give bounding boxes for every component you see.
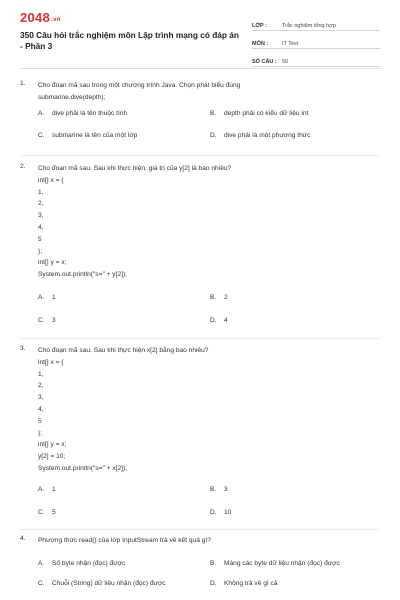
document-meta [252, 16, 380, 70]
option-a[interactable] [38, 486, 56, 493]
option-text: Số byte nhận (đọc) được [52, 560, 126, 567]
question-line: int[] y = x; [38, 441, 67, 449]
question-divider [20, 529, 380, 530]
site-logo[interactable]: $2048_{.vn}$ [20, 10, 61, 25]
option-letter: D. [210, 509, 217, 516]
option-letter: A. [38, 294, 45, 301]
question-line: 2, [38, 382, 44, 390]
question-number: 2. [20, 163, 26, 170]
question-stem [38, 345, 368, 475]
question-line: Cho đoạn mã sau. Sau khi thực hiện, giá trị của y[2] là bao nhiêu? [38, 165, 232, 172]
question-number: 4. [20, 535, 26, 542]
meta-count-row: SỐ CÂU : 50 [252, 52, 380, 67]
meta-class-row: LỚP : Trắc nghiệm tổng hợp [252, 16, 380, 31]
question-line: int[] x = { [38, 358, 64, 366]
option-a[interactable] [38, 294, 56, 301]
option-text: 3 [52, 317, 56, 324]
option-letter: B. [210, 486, 217, 493]
option-text: 4 [224, 317, 228, 324]
option-d[interactable] [210, 317, 228, 324]
option-letter: A. [38, 110, 45, 117]
option-text: 10 [224, 509, 232, 516]
document-header [20, 8, 380, 65]
question-line: Phương thức read() của lớp InputStream trả về kết quả gì? [38, 537, 211, 544]
option-text: submarine là tên của một lớp [52, 132, 138, 139]
option-letter: D. [210, 317, 217, 324]
option-letter: C. [38, 317, 45, 324]
question-line: }; [38, 247, 43, 255]
option-text: 1 [52, 486, 56, 493]
question-line: 5 [38, 235, 42, 243]
header-divider [20, 68, 380, 69]
option-text: dive phải là tên thuộc tính [52, 110, 128, 117]
option-letter: C. [38, 509, 45, 516]
option-text: 5 [52, 509, 56, 516]
option-text: dive phải là một phương thức [224, 132, 311, 139]
question-line: Cho đoạn mã sau. Sau khi thực hiện x[2] bằng bao nhiêu? [38, 347, 209, 354]
question-number: 1. [20, 80, 26, 87]
question-line: 3, [38, 394, 44, 402]
option-letter: C. [38, 580, 45, 587]
question-line: System.out.println("s=" + y[2]); [38, 271, 127, 279]
question-line: submarine.dive(depth); [38, 93, 106, 101]
question-line: 4, [38, 223, 44, 231]
option-c[interactable] [38, 580, 166, 587]
option-letter: A. [38, 560, 45, 567]
option-text: Chuỗi (String) dữ liệu nhận (đọc) được [52, 580, 166, 587]
option-d[interactable] [210, 132, 310, 139]
question-line: Cho đoạn mã sau trong một chương trình Java. Chọn phát biểu đúng [38, 82, 241, 89]
option-b[interactable] [210, 294, 228, 301]
option-c[interactable] [38, 509, 56, 516]
question-stem [38, 535, 368, 547]
question-line: 5 [38, 417, 42, 425]
option-letter: D. [210, 132, 217, 139]
option-letter: B. [210, 110, 217, 117]
question-line: int[] y = x; [38, 259, 67, 267]
question-line: 1, [38, 188, 44, 196]
question-stem [38, 80, 368, 104]
question-divider [20, 338, 380, 339]
option-letter: D. [210, 580, 217, 587]
question-line: 2, [38, 200, 44, 208]
option-letter: B. [210, 294, 217, 301]
meta-subject-row: MÔN : IT Test [252, 34, 380, 49]
option-d[interactable] [210, 509, 231, 516]
question-divider [20, 155, 380, 156]
option-letter: A. [38, 486, 45, 493]
option-text: 2 [224, 294, 228, 301]
question-line: y[2] = 10; [38, 453, 66, 461]
question-stem [38, 163, 368, 281]
option-a[interactable] [38, 560, 125, 567]
option-letter: B. [210, 560, 217, 567]
option-b[interactable] [210, 560, 340, 567]
question-line: 4, [38, 405, 44, 413]
option-c[interactable] [38, 132, 137, 139]
option-d[interactable] [210, 580, 278, 587]
option-text: depth phải có kiểu dữ liệu int [224, 110, 309, 117]
option-b[interactable] [210, 110, 308, 117]
option-text: Mảng các byte dữ liệu nhận (đọc) được [224, 560, 340, 567]
option-b[interactable] [210, 486, 228, 493]
option-a[interactable] [38, 110, 127, 117]
option-letter: C. [38, 132, 45, 139]
option-c[interactable] [38, 317, 56, 324]
document-title: 350 Câu hỏi trắc nghiệm môn Lập trình mạng có đáp án - Phần 3 [20, 30, 239, 51]
question-line: }; [38, 429, 43, 437]
option-text: 1 [52, 294, 56, 301]
question-line: 1, [38, 370, 44, 378]
question-line: 3, [38, 212, 44, 220]
option-text: Không trả về gì cả [224, 580, 278, 587]
question-number: 3. [20, 345, 26, 352]
option-text: 3 [224, 486, 228, 493]
question-line: System.out.println("s=" + x[2]); [38, 464, 127, 472]
question-line: int[] x = { [38, 176, 64, 184]
